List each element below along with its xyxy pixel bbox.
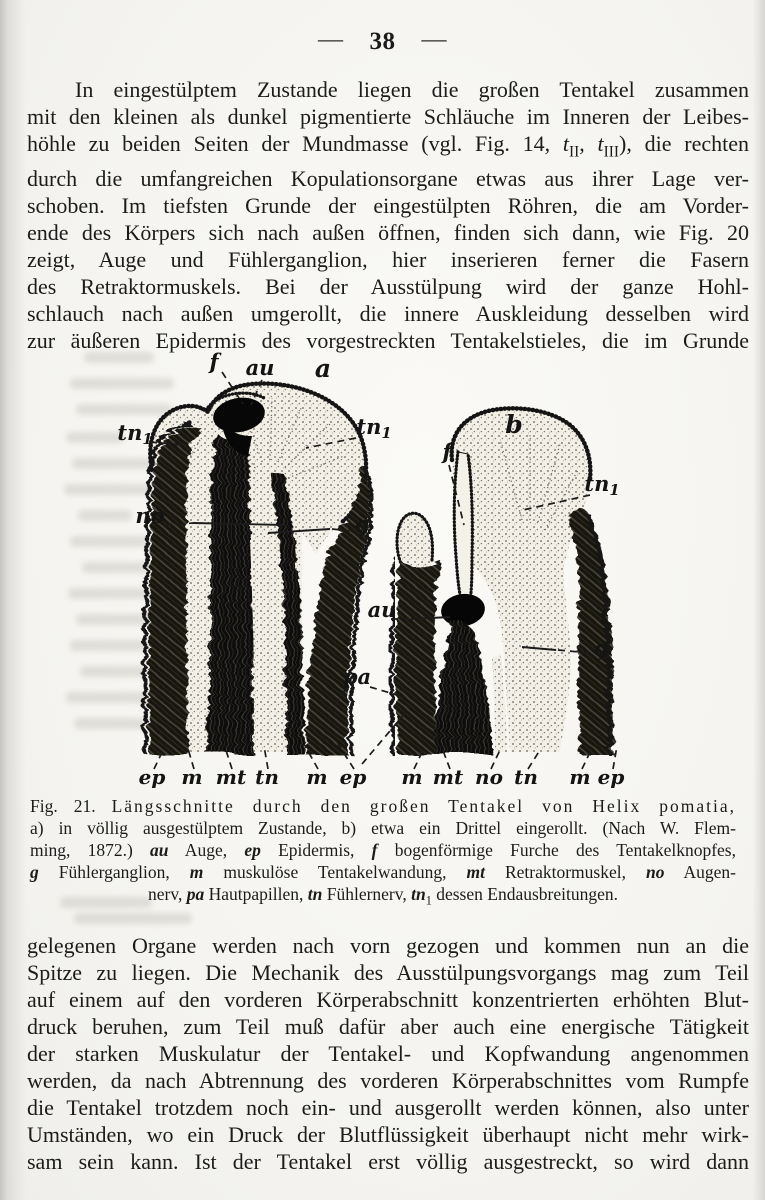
text-line: nerv, pa Hautpapillen, tn Fühlernerv, $tn_1$ dessen Endausbreitungen.	[148, 884, 618, 908]
text-line: mit den kleinen als dunkel pigmentierte Schläuche im Inneren der Leibes-	[27, 104, 749, 129]
text-line: auf einem auf den vorderen Körperabschnitt konzentrierten erhöhten Blut-	[27, 987, 749, 1012]
figure-label-au: au	[367, 597, 397, 622]
text-line: Spitze zu liegen. Die Mechanik des Ausstülpungsvorgangs mag zum Teil	[27, 960, 749, 985]
figure-label-no: no	[475, 765, 503, 789]
figure-label-tn1: tn1	[117, 420, 153, 448]
paragraph-bottom	[27, 932, 749, 1175]
figure-21-illustration	[0, 330, 765, 800]
figure-label-ep: ep	[597, 765, 625, 789]
figure-label-g: g	[354, 511, 370, 536]
figure-label-m: m	[181, 765, 203, 789]
text-line: die Tentakel trotzdem noch ein- und ausgerollt werden können, also unter	[27, 1095, 749, 1120]
figure-caption	[30, 795, 736, 912]
figure-label-ep: ep	[339, 765, 367, 789]
text-line: a) in völlig ausgestülptem Zustande, b) etwa ein Drittel eingerollt. (Nach W. Flem-	[30, 818, 736, 838]
figure-label-au: au	[245, 355, 275, 380]
text-line: werden, da nach Abtrennung des vorderen Körperabschnittes vom Rumpfe	[27, 1068, 749, 1093]
text-line: des Retraktormuskels. Bei der Ausstülpung wird der ganze Hohl-	[27, 274, 749, 300]
retractor-muscle-a	[204, 430, 252, 752]
header-dash-left: —	[318, 26, 344, 53]
text-line: höhle zu beiden Seiten der Mundmasse (vgl. Fig. 14, $t_{II}$, $t_{III}$), die rechten	[27, 131, 749, 161]
text-line: zeigt, Auge und Fühlerganglion, hier inserieren ferner die Fasern	[27, 247, 749, 273]
figure-label-tn: tn	[255, 765, 279, 789]
figure-label-pa: pa	[342, 664, 372, 689]
figure-label-ep: ep	[138, 765, 166, 789]
text-line: der starken Muskulatur der Tentakel- und Kopfwandung angenommen	[27, 1041, 749, 1066]
text-line: durch die umfangreichen Kopulationsorgane etwas aus ihrer Lage ver-	[27, 166, 749, 192]
figure-label-m: m	[569, 765, 591, 789]
retractor-muscle-b	[430, 620, 490, 752]
figure-label-tn1: tn1	[356, 414, 392, 442]
figure-panel-a	[143, 384, 372, 752]
text-line: g Fühlerganglion, m muskulöse Tentakelwandung, mt Retraktormuskel, no Augen-	[30, 862, 736, 882]
figure-label-mt: mt	[432, 765, 464, 789]
text-line: schoben. Im tiefsten Grunde der eingestülpten Röhren, die am Vorder-	[27, 193, 749, 219]
figure-label-tn: tn	[514, 765, 538, 789]
page-number: 38	[369, 28, 396, 55]
text-line: gelegenen Organe werden nach vorn gezogen und kommen nun an die	[27, 933, 749, 958]
text-line: sam sein kann. Ist der Tentakel erst völlig ausgestreckt, so wird dann	[27, 1149, 749, 1174]
text-line: zur äußeren Epidermis des vorgestreckten Tentakelstieles, die im Grunde	[27, 328, 749, 354]
figure-label-b: b	[505, 410, 523, 439]
header-dash-right: —	[421, 26, 447, 53]
figure-panel-b	[390, 408, 612, 752]
figure-label-f: f	[209, 349, 219, 374]
text-line: druck beruhen, zum Teil muß dafür aber auch eine energische Tätigkeit	[27, 1014, 749, 1039]
page-header	[0, 28, 765, 56]
figure-label-tn1: tn1	[584, 471, 620, 499]
figure-label-m: m	[401, 765, 423, 789]
figure-label-no: no	[135, 503, 165, 528]
figure-label-mt: mt	[215, 765, 247, 789]
text-line: ming, 1872.) au Auge, ep Epidermis, f bogenförmige Furche des Tentakelknopfes,	[30, 840, 736, 860]
figure-label-f: f	[442, 439, 452, 464]
figure-label-a: a	[314, 354, 332, 383]
text-line: schlauch nach außen umgerollt, die innere Auskleidung desselben wird	[27, 301, 749, 327]
figure-label-m: m	[306, 765, 328, 789]
text-line: Umständen, wo ein Druck der Blutflüssigkeit überhaupt nicht mehr wirk-	[27, 1122, 749, 1147]
text-line: Fig. 21. Längsschnitte durch den großen Tentakel von Helix pomatia,	[30, 796, 736, 816]
figure-label-g: g	[593, 635, 609, 660]
text-line: ende des Körpers sich nach außen öffnen, finden sich dann, wie Fig. 20	[27, 220, 749, 246]
paragraph-top	[27, 76, 749, 354]
text-line: In eingestülptem Zustande liegen die großen Tentakel zusammen	[75, 77, 749, 102]
